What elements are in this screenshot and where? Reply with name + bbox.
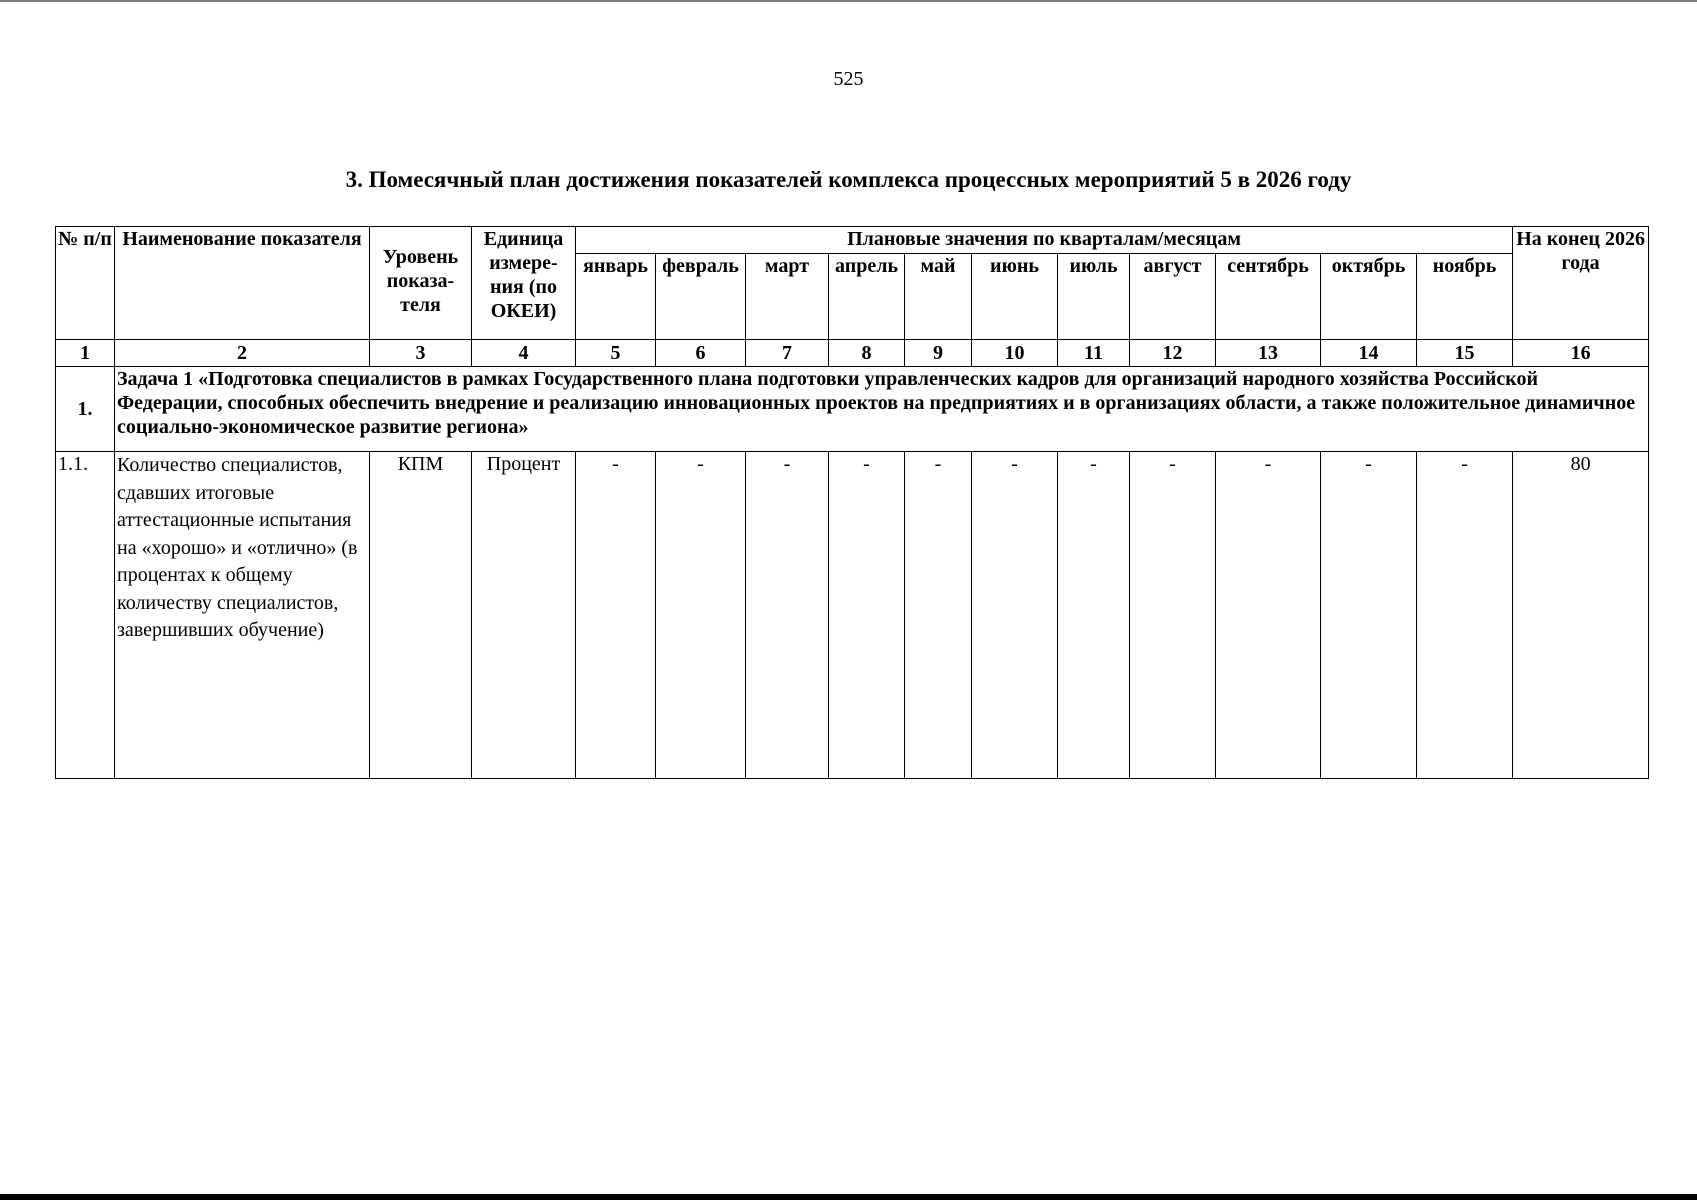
task-row [56, 367, 1649, 452]
table-row [56, 452, 1649, 779]
column-number: 5 [576, 340, 656, 367]
header-month: май [905, 254, 972, 340]
header-month: февраль [656, 254, 746, 340]
header-month: июль [1058, 254, 1130, 340]
column-number: 12 [1130, 340, 1216, 367]
column-number: 4 [472, 340, 576, 367]
column-number: 15 [1417, 340, 1513, 367]
task-number: 1. [56, 367, 115, 452]
column-number: 16 [1513, 340, 1649, 367]
header-month: январь [576, 254, 656, 340]
month-value: - [746, 452, 829, 779]
month-value: - [1321, 452, 1417, 779]
column-number: 3 [370, 340, 472, 367]
month-value: - [576, 452, 656, 779]
task-description: Задача 1 «Подготовка специалистов в рамках Государственного плана подготовки управленческих кадров для организаций народного хозяйства Российской Федерации, способных обеспечить внедрение и реализацию инновационных проектов на предприятиях и в организациях области, а также положительное динамичное социально-экономическое развитие региона» [115, 367, 1649, 452]
month-value: - [1216, 452, 1321, 779]
month-value: - [656, 452, 746, 779]
column-number-row [56, 340, 1649, 367]
header-month: март [746, 254, 829, 340]
header-month: ноябрь [1417, 254, 1513, 340]
indicator-name: Количество специалистов, сдавших итоговые аттестационные испытания на «хорошо» и «отлично» (в процентах к общему количеству специалистов, завершивших обучение) [115, 452, 370, 779]
header-level: Уровень показа-теля [370, 227, 472, 340]
header-name: Наименование показателя [115, 227, 370, 340]
column-number: 7 [746, 340, 829, 367]
column-number: 6 [656, 340, 746, 367]
column-number: 2 [115, 340, 370, 367]
month-value: - [1058, 452, 1130, 779]
indicator-level: КПМ [370, 452, 472, 779]
header-plan-group: Плановые значения по кварталам/месяцам [576, 227, 1513, 254]
document-title: 3. Помесячный план достижения показателей комплекса процессных мероприятий 5 в 2026 году [345, 167, 1352, 192]
header-unit: Единица измере-ния (по ОКЕИ) [472, 227, 576, 340]
column-number: 1 [56, 340, 115, 367]
header-num: № п/п [56, 227, 115, 340]
page-number: 525 [833, 68, 864, 90]
month-value: - [1130, 452, 1216, 779]
column-number: 13 [1216, 340, 1321, 367]
header-month: октябрь [1321, 254, 1417, 340]
month-value: - [1417, 452, 1513, 779]
bottom-rule [0, 1194, 1697, 1200]
column-number: 8 [829, 340, 905, 367]
end-of-year-value: 80 [1513, 452, 1649, 779]
column-number: 11 [1058, 340, 1130, 367]
month-value: - [972, 452, 1058, 779]
indicator-unit: Процент [472, 452, 576, 779]
header-month: апрель [829, 254, 905, 340]
row-number: 1.1. [56, 452, 115, 779]
month-value: - [829, 452, 905, 779]
month-value: - [905, 452, 972, 779]
column-number: 9 [905, 340, 972, 367]
header-month: сентябрь [1216, 254, 1321, 340]
header-end: На конец 2026 года [1513, 227, 1649, 340]
column-number: 10 [972, 340, 1058, 367]
top-rule [0, 0, 1697, 2]
header-row-1 [56, 227, 1649, 254]
column-number: 14 [1321, 340, 1417, 367]
header-month: июнь [972, 254, 1058, 340]
header-month: август [1130, 254, 1216, 340]
plan-table [55, 226, 1649, 779]
